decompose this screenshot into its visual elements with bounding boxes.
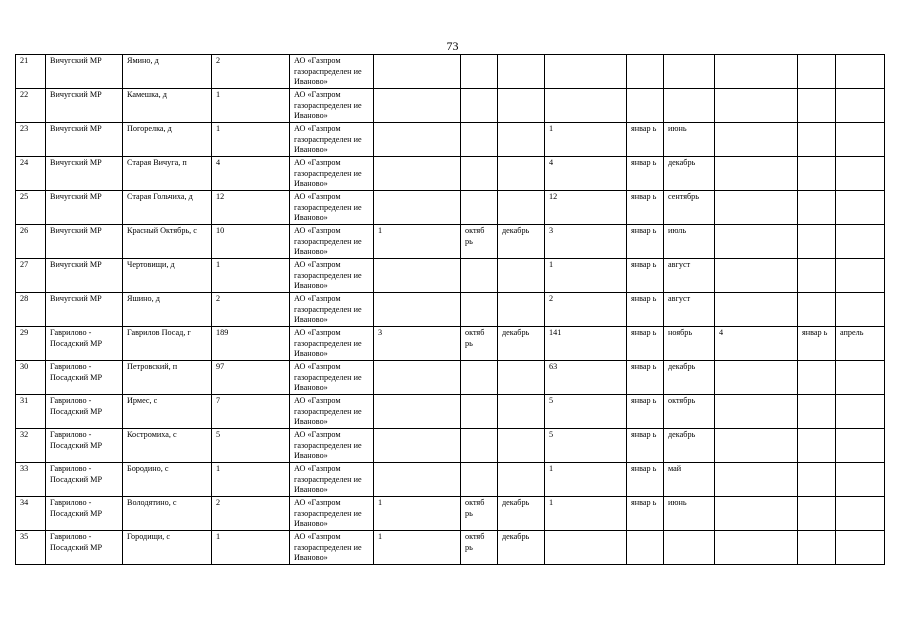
q3-start-month-cell: январ ь: [798, 327, 836, 361]
settlement-cell: Володятино, с: [123, 497, 212, 531]
q2-end-month-cell: июнь: [664, 497, 715, 531]
q1-start-month-cell: [461, 395, 498, 429]
count-cell: 1: [212, 123, 290, 157]
q1-end-month-cell: декабрь: [498, 497, 545, 531]
q1-start-month-cell: [461, 259, 498, 293]
q1-count-cell: 1: [374, 225, 461, 259]
q2-count-cell: [545, 55, 627, 89]
q3-count-cell: [715, 225, 798, 259]
table-row: [16, 157, 885, 191]
q2-count-cell: 5: [545, 395, 627, 429]
count-cell: 2: [212, 497, 290, 531]
organization-cell: АО «Газпром газораспределен ие Иваново»: [290, 497, 374, 531]
q2-end-month-cell: сентябрь: [664, 191, 715, 225]
row-number-cell: 33: [16, 463, 46, 497]
organization-cell: АО «Газпром газораспределен ие Иваново»: [290, 327, 374, 361]
q3-end-month-cell: [836, 225, 885, 259]
q1-count-cell: 3: [374, 327, 461, 361]
q3-start-month-cell: [798, 463, 836, 497]
q3-end-month-cell: [836, 361, 885, 395]
q3-end-month-cell: [836, 191, 885, 225]
q2-start-month-cell: январ ь: [627, 463, 664, 497]
organization-cell: АО «Газпром газораспределен ие Иваново»: [290, 89, 374, 123]
q1-end-month-cell: декабрь: [498, 225, 545, 259]
q3-count-cell: [715, 89, 798, 123]
settlement-cell: Старая Вичуга, п: [123, 157, 212, 191]
q2-start-month-cell: январ ь: [627, 429, 664, 463]
row-number-cell: 26: [16, 225, 46, 259]
q2-count-cell: [545, 89, 627, 123]
count-cell: 5: [212, 429, 290, 463]
count-cell: 2: [212, 55, 290, 89]
district-cell: Вичугский МР: [46, 55, 123, 89]
q3-count-cell: [715, 361, 798, 395]
table-row: [16, 361, 885, 395]
q3-end-month-cell: [836, 123, 885, 157]
q3-start-month-cell: [798, 123, 836, 157]
q3-start-month-cell: [798, 395, 836, 429]
q2-count-cell: 5: [545, 429, 627, 463]
q3-count-cell: [715, 123, 798, 157]
q2-count-cell: 1: [545, 463, 627, 497]
district-cell: Гаврилово - Посадский МР: [46, 463, 123, 497]
q3-count-cell: [715, 395, 798, 429]
q3-end-month-cell: [836, 429, 885, 463]
table-row: [16, 395, 885, 429]
q1-count-cell: 1: [374, 531, 461, 565]
q2-end-month-cell: ноябрь: [664, 327, 715, 361]
table-row: [16, 225, 885, 259]
q3-count-cell: 4: [715, 327, 798, 361]
organization-cell: АО «Газпром газораспределен ие Иваново»: [290, 191, 374, 225]
q2-end-month-cell: май: [664, 463, 715, 497]
count-cell: 189: [212, 327, 290, 361]
count-cell: 97: [212, 361, 290, 395]
q1-end-month-cell: [498, 89, 545, 123]
q2-start-month-cell: январ ь: [627, 259, 664, 293]
organization-cell: АО «Газпром газораспределен ие Иваново»: [290, 123, 374, 157]
settlement-cell: Погорелка, д: [123, 123, 212, 157]
table-row: [16, 497, 885, 531]
q2-start-month-cell: январ ь: [627, 191, 664, 225]
q1-start-month-cell: [461, 463, 498, 497]
q3-end-month-cell: [836, 55, 885, 89]
district-cell: Гаврилово - Посадский МР: [46, 327, 123, 361]
q1-count-cell: [374, 123, 461, 157]
q1-end-month-cell: декабрь: [498, 531, 545, 565]
q2-end-month-cell: [664, 531, 715, 565]
q1-end-month-cell: [498, 395, 545, 429]
district-cell: Вичугский МР: [46, 225, 123, 259]
table-row: [16, 191, 885, 225]
row-number-cell: 21: [16, 55, 46, 89]
settlement-cell: Гаврилов Посад, г: [123, 327, 212, 361]
q1-end-month-cell: [498, 123, 545, 157]
q2-start-month-cell: январ ь: [627, 293, 664, 327]
q3-count-cell: [715, 259, 798, 293]
q3-start-month-cell: [798, 225, 836, 259]
q1-end-month-cell: декабрь: [498, 327, 545, 361]
table-row: [16, 463, 885, 497]
q1-end-month-cell: [498, 259, 545, 293]
organization-cell: АО «Газпром газораспределен ие Иваново»: [290, 225, 374, 259]
count-cell: 10: [212, 225, 290, 259]
q1-start-month-cell: октяб рь: [461, 327, 498, 361]
q1-end-month-cell: [498, 157, 545, 191]
q2-start-month-cell: январ ь: [627, 123, 664, 157]
row-number-cell: 34: [16, 497, 46, 531]
q1-count-cell: [374, 429, 461, 463]
district-cell: Гаврилово - Посадский МР: [46, 361, 123, 395]
q2-end-month-cell: декабрь: [664, 361, 715, 395]
district-cell: Вичугский МР: [46, 259, 123, 293]
organization-cell: АО «Газпром газораспределен ие Иваново»: [290, 463, 374, 497]
count-cell: 7: [212, 395, 290, 429]
settlement-cell: Петровский, п: [123, 361, 212, 395]
district-cell: Вичугский МР: [46, 89, 123, 123]
row-number-cell: 32: [16, 429, 46, 463]
q3-start-month-cell: [798, 361, 836, 395]
row-number-cell: 31: [16, 395, 46, 429]
district-cell: Вичугский МР: [46, 157, 123, 191]
count-cell: 1: [212, 463, 290, 497]
q3-count-cell: [715, 429, 798, 463]
q3-start-month-cell: [798, 497, 836, 531]
q3-start-month-cell: [798, 293, 836, 327]
count-cell: 4: [212, 157, 290, 191]
q2-start-month-cell: январ ь: [627, 157, 664, 191]
row-number-cell: 24: [16, 157, 46, 191]
settlement-cell: Городищи, с: [123, 531, 212, 565]
q1-start-month-cell: [461, 361, 498, 395]
q3-start-month-cell: [798, 191, 836, 225]
table-row: [16, 293, 885, 327]
q2-end-month-cell: декабрь: [664, 429, 715, 463]
row-number-cell: 29: [16, 327, 46, 361]
q2-end-month-cell: октябрь: [664, 395, 715, 429]
q3-end-month-cell: [836, 531, 885, 565]
q1-start-month-cell: октяб рь: [461, 225, 498, 259]
q1-end-month-cell: [498, 361, 545, 395]
q3-count-cell: [715, 463, 798, 497]
q2-count-cell: 1: [545, 123, 627, 157]
table-row: [16, 531, 885, 565]
row-number-cell: 28: [16, 293, 46, 327]
organization-cell: АО «Газпром газораспределен ие Иваново»: [290, 293, 374, 327]
q3-start-month-cell: [798, 89, 836, 123]
count-cell: 2: [212, 293, 290, 327]
q3-end-month-cell: [836, 293, 885, 327]
settlement-cell: Бородино, с: [123, 463, 212, 497]
q2-end-month-cell: июнь: [664, 123, 715, 157]
table-row: [16, 123, 885, 157]
settlement-cell: Костромиха, с: [123, 429, 212, 463]
organization-cell: АО «Газпром газораспределен ие Иваново»: [290, 361, 374, 395]
organization-cell: АО «Газпром газораспределен ие Иваново»: [290, 259, 374, 293]
q3-end-month-cell: [836, 157, 885, 191]
district-cell: Вичугский МР: [46, 293, 123, 327]
settlement-cell: Яшино, д: [123, 293, 212, 327]
q1-count-cell: [374, 293, 461, 327]
q2-end-month-cell: декабрь: [664, 157, 715, 191]
q3-count-cell: [715, 157, 798, 191]
q3-start-month-cell: [798, 531, 836, 565]
q3-end-month-cell: [836, 89, 885, 123]
q2-count-cell: 1: [545, 497, 627, 531]
q2-start-month-cell: [627, 55, 664, 89]
q3-end-month-cell: [836, 463, 885, 497]
q2-end-month-cell: август: [664, 293, 715, 327]
q2-end-month-cell: [664, 89, 715, 123]
q1-end-month-cell: [498, 55, 545, 89]
schedule-table: [15, 54, 885, 565]
table-row: [16, 327, 885, 361]
q3-count-cell: [715, 55, 798, 89]
organization-cell: АО «Газпром газораспределен ие Иваново»: [290, 395, 374, 429]
q1-count-cell: [374, 191, 461, 225]
q1-count-cell: [374, 89, 461, 123]
q1-count-cell: [374, 55, 461, 89]
q1-count-cell: [374, 395, 461, 429]
q2-start-month-cell: [627, 89, 664, 123]
count-cell: 1: [212, 259, 290, 293]
q2-count-cell: [545, 531, 627, 565]
page-number: 73: [446, 39, 459, 53]
q2-start-month-cell: [627, 531, 664, 565]
q2-count-cell: 2: [545, 293, 627, 327]
q2-end-month-cell: август: [664, 259, 715, 293]
organization-cell: АО «Газпром газораспределен ие Иваново»: [290, 531, 374, 565]
q3-end-month-cell: [836, 395, 885, 429]
settlement-cell: Ямино, д: [123, 55, 212, 89]
district-cell: Вичугский МР: [46, 191, 123, 225]
q1-count-cell: [374, 463, 461, 497]
row-number-cell: 27: [16, 259, 46, 293]
q1-count-cell: 1: [374, 497, 461, 531]
q1-start-month-cell: октяб рь: [461, 497, 498, 531]
q3-start-month-cell: [798, 259, 836, 293]
district-cell: Гаврилово - Посадский МР: [46, 531, 123, 565]
row-number-cell: 25: [16, 191, 46, 225]
q1-start-month-cell: [461, 157, 498, 191]
table-row: [16, 259, 885, 293]
district-cell: Гаврилово - Посадский МР: [46, 497, 123, 531]
q1-start-month-cell: [461, 191, 498, 225]
table-row: [16, 429, 885, 463]
row-number-cell: 30: [16, 361, 46, 395]
settlement-cell: Ирмес, с: [123, 395, 212, 429]
organization-cell: АО «Газпром газораспределен ие Иваново»: [290, 157, 374, 191]
q2-end-month-cell: июль: [664, 225, 715, 259]
q2-start-month-cell: январ ь: [627, 497, 664, 531]
organization-cell: АО «Газпром газораспределен ие Иваново»: [290, 55, 374, 89]
q2-count-cell: 1: [545, 259, 627, 293]
q3-start-month-cell: [798, 157, 836, 191]
count-cell: 1: [212, 89, 290, 123]
q2-count-cell: 12: [545, 191, 627, 225]
q1-start-month-cell: [461, 89, 498, 123]
q2-start-month-cell: январ ь: [627, 361, 664, 395]
q2-start-month-cell: январ ь: [627, 225, 664, 259]
q3-count-cell: [715, 293, 798, 327]
q3-start-month-cell: [798, 55, 836, 89]
q1-start-month-cell: [461, 55, 498, 89]
q2-count-cell: 63: [545, 361, 627, 395]
q2-start-month-cell: январ ь: [627, 395, 664, 429]
q1-start-month-cell: [461, 293, 498, 327]
district-cell: Вичугский МР: [46, 123, 123, 157]
organization-cell: АО «Газпром газораспределен ие Иваново»: [290, 429, 374, 463]
q3-start-month-cell: [798, 429, 836, 463]
q3-count-cell: [715, 531, 798, 565]
table-row: [16, 55, 885, 89]
count-cell: 1: [212, 531, 290, 565]
q1-count-cell: [374, 361, 461, 395]
q2-count-cell: 4: [545, 157, 627, 191]
q1-count-cell: [374, 157, 461, 191]
table-body: [16, 55, 885, 565]
q1-start-month-cell: [461, 123, 498, 157]
row-number-cell: 35: [16, 531, 46, 565]
settlement-cell: Старая Гольчиха, д: [123, 191, 212, 225]
q1-count-cell: [374, 259, 461, 293]
q3-end-month-cell: апрель: [836, 327, 885, 361]
q2-count-cell: 141: [545, 327, 627, 361]
count-cell: 12: [212, 191, 290, 225]
q1-start-month-cell: [461, 429, 498, 463]
settlement-cell: Чертовищи, д: [123, 259, 212, 293]
q1-end-month-cell: [498, 429, 545, 463]
q2-count-cell: 3: [545, 225, 627, 259]
q2-end-month-cell: [664, 55, 715, 89]
district-cell: Гаврилово - Посадский МР: [46, 395, 123, 429]
q1-end-month-cell: [498, 463, 545, 497]
settlement-cell: Красный Октябрь, с: [123, 225, 212, 259]
table-row: [16, 89, 885, 123]
row-number-cell: 22: [16, 89, 46, 123]
q3-count-cell: [715, 191, 798, 225]
q1-end-month-cell: [498, 191, 545, 225]
q3-end-month-cell: [836, 259, 885, 293]
settlement-cell: Камешка, д: [123, 89, 212, 123]
q3-end-month-cell: [836, 497, 885, 531]
district-cell: Гаврилово - Посадский МР: [46, 429, 123, 463]
row-number-cell: 23: [16, 123, 46, 157]
q2-start-month-cell: январ ь: [627, 327, 664, 361]
q1-start-month-cell: октяб рь: [461, 531, 498, 565]
q3-count-cell: [715, 497, 798, 531]
q1-end-month-cell: [498, 293, 545, 327]
